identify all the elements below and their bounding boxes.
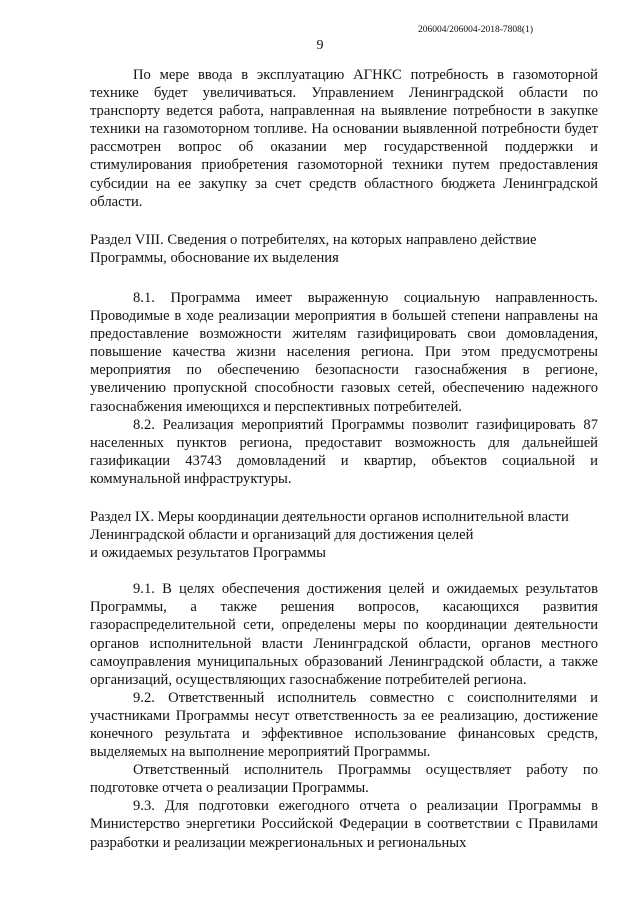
paragraph-8-1: 8.1. Программа имеет выраженную социальную направленность. Проводимые в ходе реализации мероприятия в большей степени направлены на предоставление возможности жителям газифицировать свои домовладения, повышение качества жизни населения региона. При этом предусмотрены мероприятия по обеспечению безопасности газоснабжения в регионе, увеличению пропускной способности газовых сетей, обеспечению надежного газоснабжения имеющихся и перспективных потребителей. bbox=[90, 289, 598, 415]
page-number: 9 bbox=[316, 38, 324, 53]
paragraph-9-2: 9.2. Ответственный исполнитель совместно с соисполнителями и участниками Программы несут ответственность за ее реализацию, достижение конечного результата и эффективное использование финансовых средств, выделяемых на выполнение мероприятий Программы. bbox=[90, 689, 598, 761]
paragraph-9-3: 9.3. Для подготовки ежегодного отчета о реализации Программы в Министерство энергетики Российской Федерации в соответствии с Правилами разработки и реализации межрегиональных и региональных bbox=[90, 798, 598, 851]
section-8-heading-line: Программы, обоснование их выделения bbox=[90, 249, 339, 266]
paragraph-9-2-report: Ответственный исполнитель Программы осуществляет работу по подготовке отчета о реализации Программы. bbox=[90, 762, 598, 797]
paragraph-9-1: 9.1. В целях обеспечения достижения целей и ожидаемых результатов Программы, а также решения вопросов, касающихся развития газораспределительной сети, определены меры по координации деятельности органов исполнительной власти Ленинградской области, органов местного самоуправления муниципальных образований Ленинградской области, а также организаций, осуществляющих газоснабжение потребителей региона. bbox=[90, 581, 598, 688]
section-9-heading-line: Раздел IX. Меры координации деятельности органов исполнительной власти bbox=[90, 508, 569, 525]
section-8-heading bbox=[90, 231, 598, 267]
document-id: 206004/206004-2018-7808(1) bbox=[417, 25, 533, 35]
section-9-heading-line: Ленинградской области и организаций для достижения целей bbox=[90, 527, 474, 544]
document-body bbox=[90, 66, 598, 852]
section-8-heading-line: Раздел VIII. Сведения о потребителях, на которых направлено действие bbox=[90, 231, 537, 248]
paragraph-gas-vehicles: По мере ввода в эксплуатацию АГНКС потребность в газомоторной технике будет увеличиваться. Управлением Ленинградской области по транспорту ведется работа, направленная на выявление потребности в закупке техники на газомоторном топливе. На основании выявленной потребности будет рассмотрен вопрос об оказании мер государственной поддержки и стимулирования приобретения газомоторной техники путем предоставления субсидии на ее закупку за счет средств областного бюджета Ленинградской области. bbox=[90, 67, 598, 210]
section-9-heading-line: и ожидаемых результатов Программы bbox=[90, 545, 326, 562]
section-9-heading bbox=[90, 508, 598, 562]
paragraph-8-2: 8.2. Реализация мероприятий Программы позволит газифицировать 87 населенных пунктов региона, предоставит возможность для дальнейшей газификации 43743 домовладений и квартир, объектов социальной и коммунальной инфраструктуры. bbox=[90, 416, 598, 487]
